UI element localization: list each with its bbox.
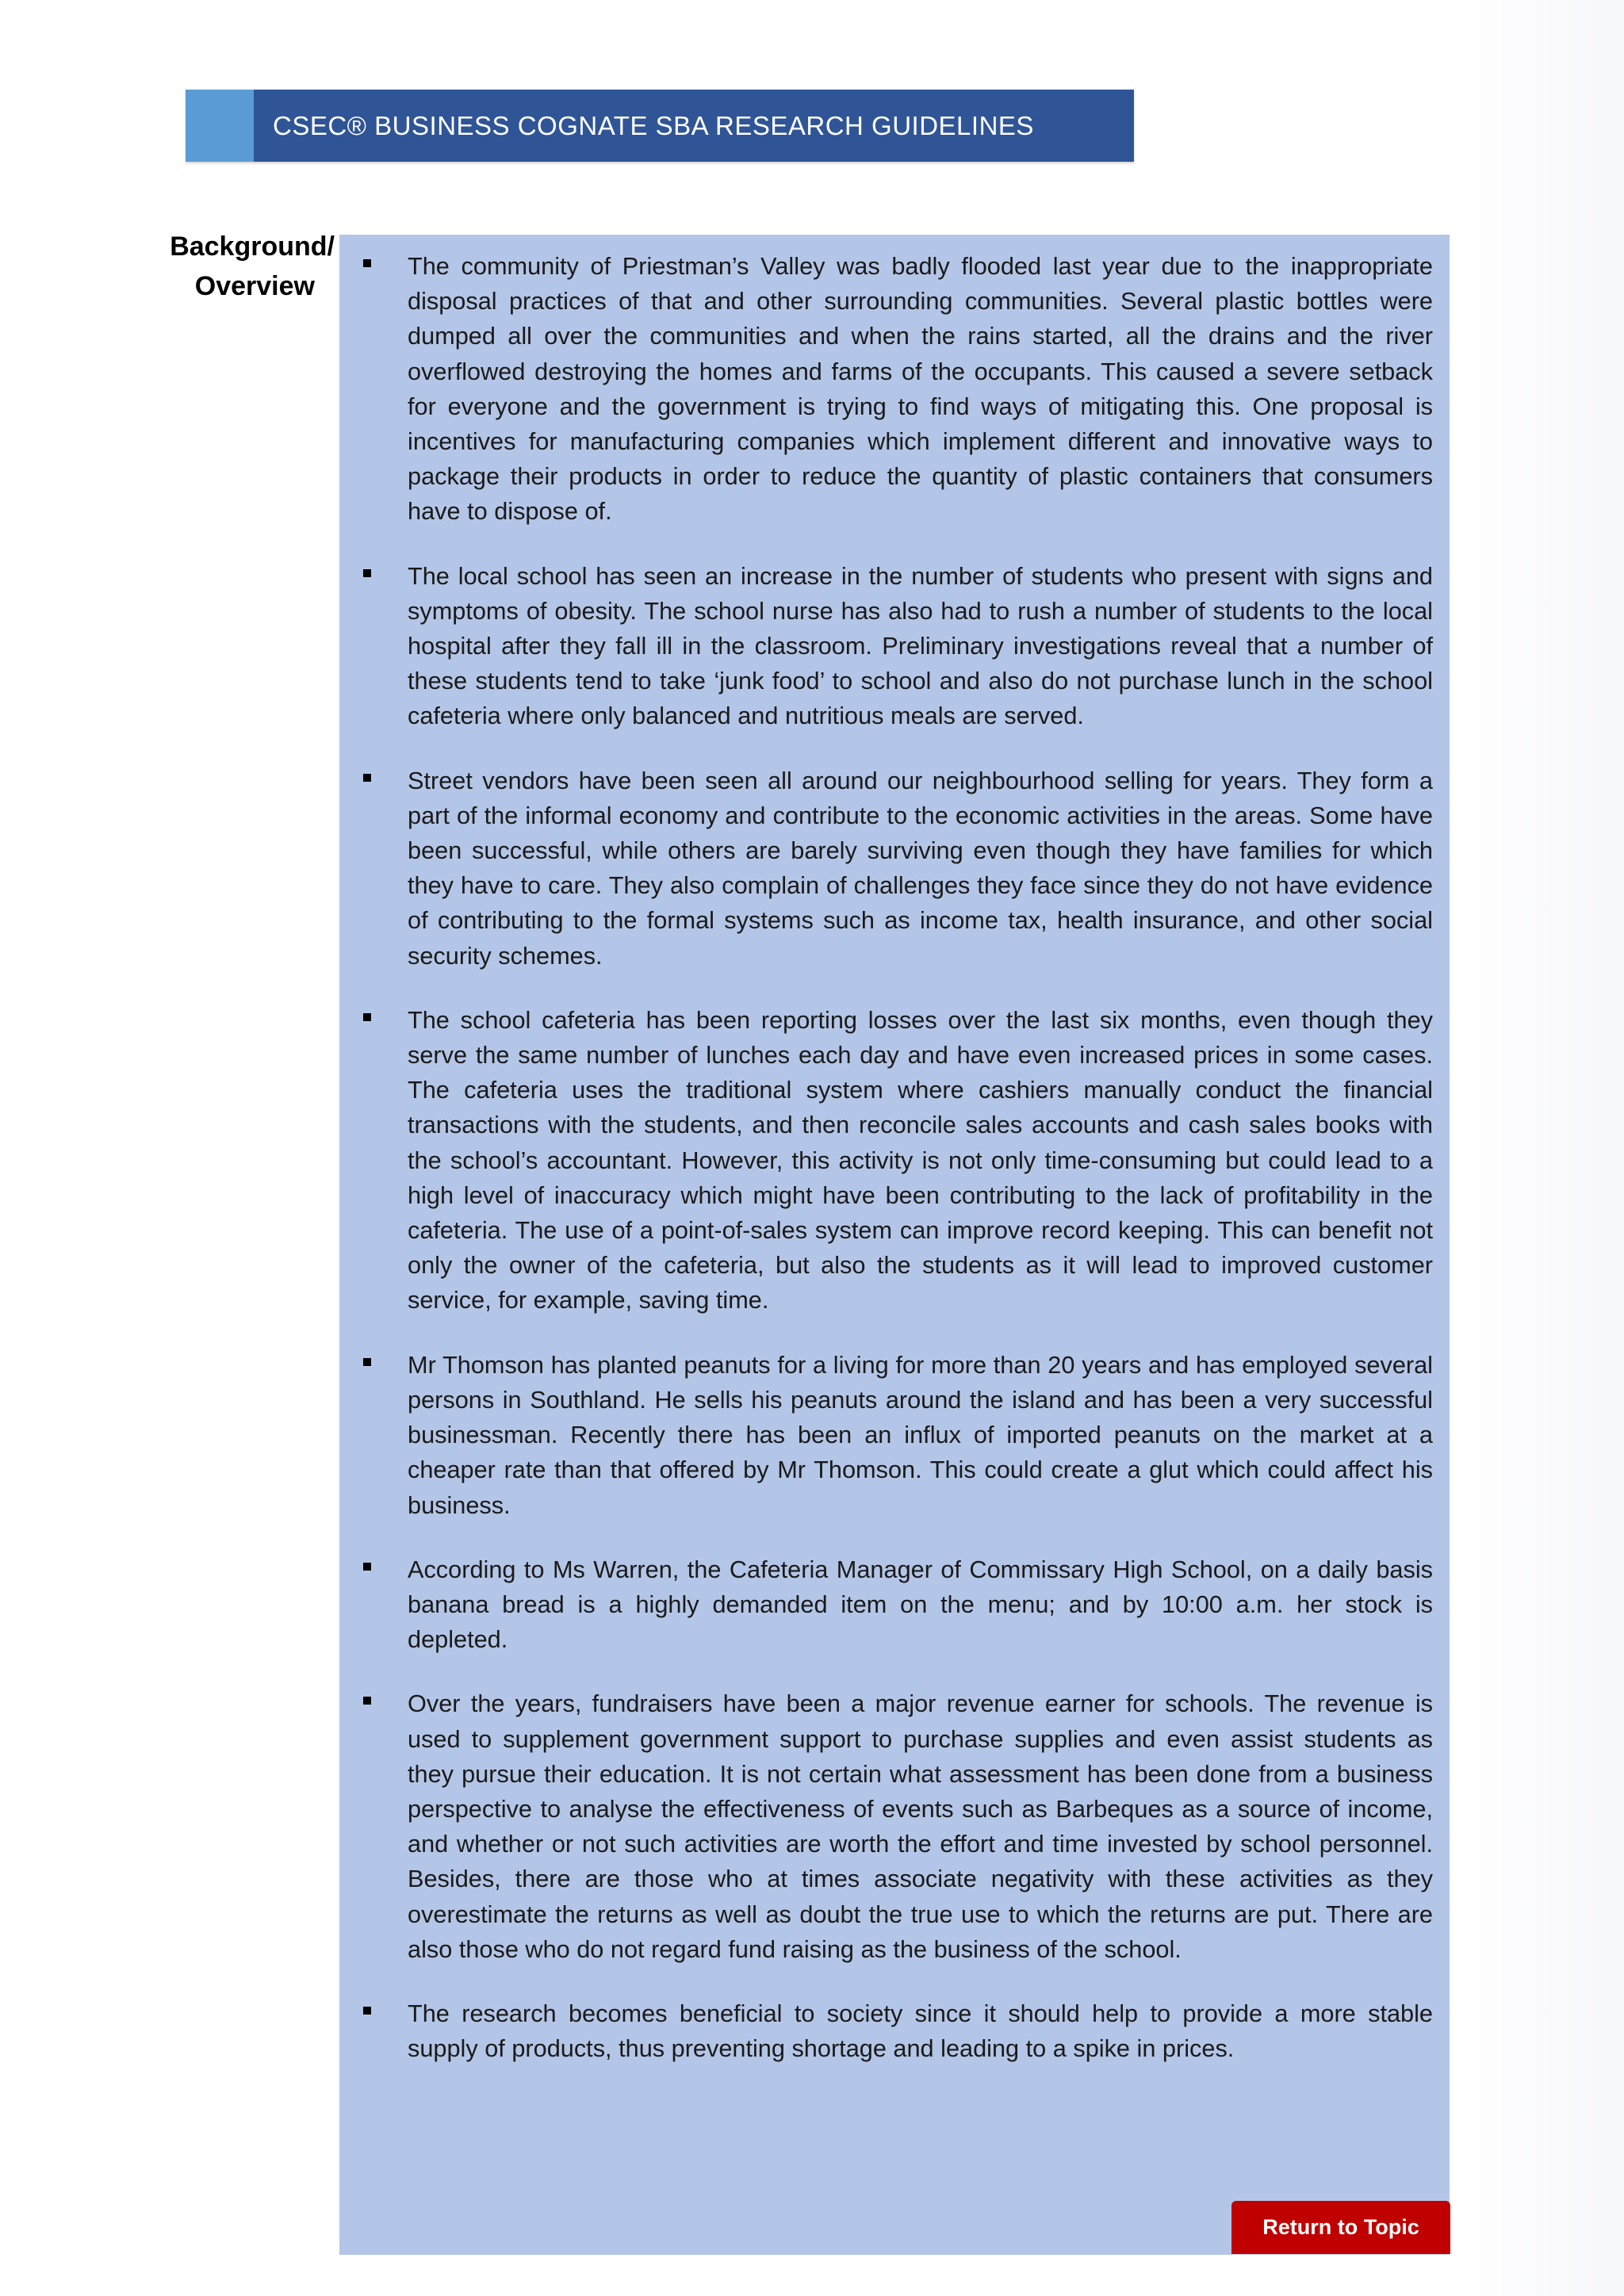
section-label-line1: Background/ — [170, 232, 335, 262]
bullet-item — [363, 1996, 1433, 2066]
return-to-topic-button[interactable]: Return to Topic — [1231, 2201, 1450, 2254]
bullet-item — [363, 763, 1433, 974]
square-bullet-icon — [363, 1013, 371, 1021]
section-label — [143, 227, 335, 306]
content-panel — [339, 235, 1450, 2255]
square-bullet-icon — [363, 1697, 371, 1705]
section-label-line2: Overview — [194, 271, 315, 301]
bullet-text: The school cafeteria has been reporting losses over the last six months, even though they serve the same number of lunches each day and have even increased prices in some cases. The cafeteria uses the traditional system where cashiers manually conduct the financial transactions with the students, and then reconcile sales accounts and cash sales books with the school’s accountant. However, this activity is not only time-consuming but could lead to a high level of inaccuracy which might have been contributing to the lack of profitability in the cafeteria. The use of a point-of-sales system can improve record keeping. This can benefit not only the owner of the cafeteria, but also the students as it will lead to improved customer service, for example, saving time. — [408, 1005, 1433, 1314]
bullet-text: Street vendors have been seen all around our neighbourhood selling for years. They form a part of the informal economy and contribute to the economic activities in the areas. Some have been successful, while others are barely surviving even though they have families for which they have to care. They also complain of challenges they face since they do not have evidence of contributing to the formal systems such as income tax, health insurance, and other social security schemes. — [408, 766, 1433, 970]
bullet-item — [363, 1003, 1433, 1318]
square-bullet-icon — [363, 1563, 371, 1571]
square-bullet-icon — [363, 774, 371, 782]
square-bullet-icon — [363, 2007, 371, 2015]
bullet-item — [363, 249, 1433, 530]
bullet-item — [363, 559, 1433, 734]
square-bullet-icon — [363, 1358, 371, 1366]
bullet-list — [363, 249, 1433, 2095]
bullet-text: Over the years, fundraisers have been a major revenue earner for schools. The revenue is used to supplement government support to purchase supplies and even assist students as they pursue their education. It is not certain what assessment has been done from a business perspective to analyse the effectiveness of events such as Barbeques as a source of income, and whether or not such activities are worth the effort and time invested by school personnel. Besides, there are those who at times associate negativity with these activities as they overestimate the returns as well as doubt the true use to which the returns are put. There are also those who do not regard fund raising as the business of the school. — [408, 1689, 1433, 1963]
bullet-text: According to Ms Warren, the Cafeteria Manager of Commissary High School, on a daily basis banana bread is a highly demanded item on the menu; and by 10:00 a.m. her stock is depleted. — [408, 1555, 1433, 1654]
bullet-text: The community of Priestman’s Valley was badly flooded last year due to the inappropriate disposal practices of that and other surrounding communities. Several plastic bottles were dumped all over the communities and when the rains started, all the drains and the river overflowed destroying the homes and farms of the occupants. This caused a severe setback for everyone and the government is trying to find ways of mitigating this. One proposal is incentives for manufacturing companies which implement different and innovative ways to package their products in order to reduce the quantity of plastic containers that consumers have to dispose of. — [408, 252, 1433, 526]
header-banner — [186, 90, 1134, 162]
bullet-text: The local school has seen an increase in the number of students who present with signs and symptoms of obesity. The school nurse has also had to rush a number of students to the local hospital after they fall ill in the classroom. Preliminary investigations reveal that a number of these students tend to take ‘junk food’ to school and also do not purchase lunch in the school cafeteria where only balanced and nutritious meals are served. — [408, 561, 1433, 730]
bullet-item — [363, 1552, 1433, 1658]
bullet-text: Mr Thomson has planted peanuts for a living for more than 20 years and has employed several persons in Southland. He sells his peanuts around the island and has been a very successful businessman. Recently there has been an influx of imported peanuts on the market at a cheaper rate than that offered by Mr Thomson. This could create a glut which could affect his business. — [408, 1350, 1433, 1519]
bullet-item — [363, 1348, 1433, 1523]
header-accent-block — [186, 90, 254, 162]
square-bullet-icon — [363, 569, 371, 577]
bullet-text: The research becomes beneficial to society since it should help to provide a more stable supply of products, thus preventing shortage and leading to a spike in prices. — [408, 1999, 1433, 2063]
bullet-item — [363, 1686, 1433, 1967]
page-margin-shade — [1451, 0, 1624, 2296]
square-bullet-icon — [363, 259, 371, 267]
header-title: CSEC® BUSINESS COGNATE SBA RESEARCH GUIDELINES — [273, 110, 1034, 140]
